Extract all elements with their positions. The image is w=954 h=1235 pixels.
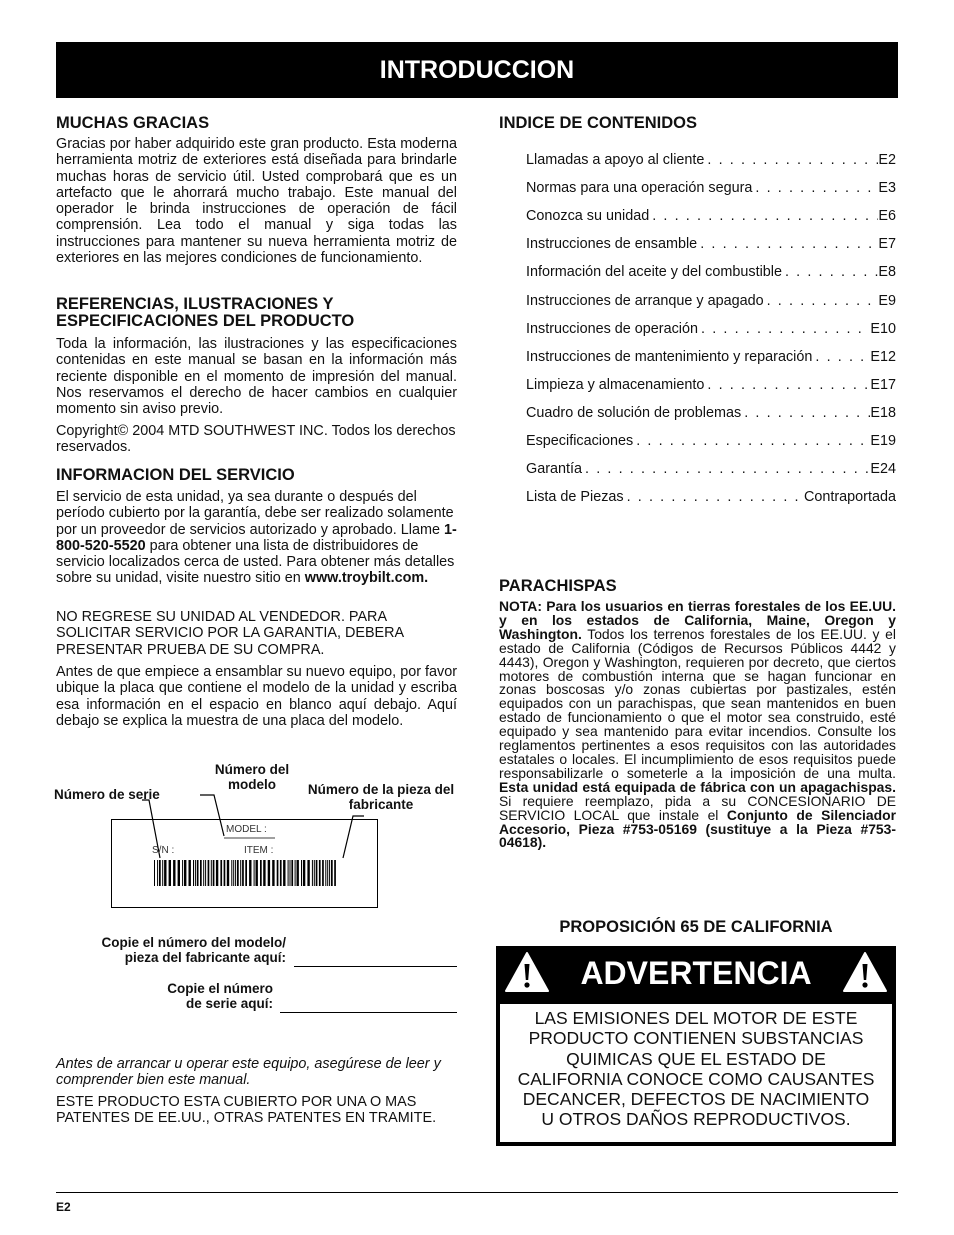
barcode-bar [288, 860, 289, 886]
toc-item [526, 399, 896, 427]
toc-title: Información del aceite y del combustible [526, 264, 782, 281]
copy-serie-line[interactable] [280, 1012, 457, 1013]
barcode-bar [164, 860, 166, 886]
toc-leader [704, 377, 870, 393]
toc-item [526, 286, 896, 314]
barcode-bar [227, 860, 229, 886]
barcode-bar [203, 860, 204, 886]
barcode-bar [211, 860, 212, 886]
barcode-bar [242, 860, 244, 886]
barcode-bar [263, 860, 265, 886]
toc-page: E24 [870, 461, 896, 478]
warning-line: CALIFORNIA CONOCE COMO CAUSANTES [517, 1068, 875, 1089]
table-of-contents [526, 146, 896, 511]
patent-note: ESTE PRODUCTO ESTA CUBIERTO POR UNA O MAS PATENTES DE EE.UU., OTRAS PATENTES EN TRAMITE. [56, 1094, 437, 1127]
barcode-bar [173, 860, 175, 886]
page-number: E2 [56, 1200, 71, 1214]
toc-page: E17 [870, 376, 896, 393]
barcode-bar [283, 860, 285, 886]
barcode-bar [268, 860, 270, 886]
toc-title: Lista de Piezas [526, 489, 624, 506]
toc-leader [782, 264, 878, 280]
toc-leader [649, 208, 878, 224]
warning-line: U OTROS DAÑOS REPRODUCTIVOS. [541, 1109, 851, 1130]
servicio-heading: INFORMACION DEL SERVICIO [56, 466, 295, 484]
warning-box [496, 946, 896, 1146]
barcode-bar [307, 860, 309, 886]
parachispas-body: NOTA: Para los usuarios en tierras forestales de los EE.UU. y en los estados de California, Maine, Oregon y Washington. Todos los terrenos forestales de los EE.UU. y el estado de California (Códigos de Recursos Públicos 4442 y 4443), Oregon y Washington, requieren por decreto, que ciertos motores de combustión interna que se hagan funcionar en zonas boscosas y/o zonas cubiertas por pastizales, estén equipados con un parachispas, que sean mantenidos en buen estado de funcionamiento o que el motor sea construido, esté equipado y sea mantenido para evitar incendios. Consulte los reglamentos pertinentes a esos requisitos con las autoridades estatales o locales. El incumplimiento de esos requisitos puede responsabilizarle o someterle a la imposición de una multa. Esta unidad está equipada de fábrica con un apagachispas. Si requiere reemplazo, pida a su CONCESIONARIO DE SERVICIO LOCAL que instale el Conjunto de Silenciador Accesorio, Pieza #753-05169 (sustituye a la Pieza #753-04618). [499, 598, 896, 851]
gracias-heading: MUCHAS GRACIAS [56, 114, 210, 132]
barcode-bar [169, 860, 171, 886]
barcode-bar [182, 860, 183, 886]
servicio-body-2: NO REGRESE SU UNIDAD AL VENDEDOR. PARA SOLICITAR SERVICIO POR LA GARANTIA, DEBERA PRESENTAR PRUEBA DE SU COMPRA. [56, 609, 404, 658]
toc-title: Instrucciones de operación [526, 320, 698, 337]
warning-line: LAS EMISIONES DEL MOTOR DE ESTE [534, 1008, 858, 1028]
toc-item [526, 146, 896, 174]
barcode-bar [189, 860, 191, 886]
barcode-bar [184, 860, 186, 886]
toc-title: Limpieza y almacenamiento [526, 376, 705, 393]
barcode-bar [178, 860, 180, 886]
toc-page: Contraportada [803, 489, 896, 506]
toc-page: E9 [878, 292, 896, 309]
barcode-bar [290, 860, 291, 886]
barcode-bar [291, 860, 293, 886]
toc-leader [697, 236, 878, 252]
barcode-bar [316, 860, 318, 886]
barcode-bar [260, 860, 262, 886]
service-phone: 1-800-520-5520 [56, 521, 457, 554]
barcode-bar [312, 860, 313, 886]
barcode-bar [216, 860, 218, 886]
toc-page: E2 [878, 152, 896, 169]
barcode-bar [213, 860, 215, 886]
barcode-bar [208, 860, 210, 886]
barcode-bar [154, 860, 155, 886]
plate-item-field: ITEM : [244, 845, 274, 856]
toc-title: Instrucciones de arranque y apagado [526, 292, 764, 309]
warning-text [500, 1004, 892, 1142]
barcode-bar [254, 860, 255, 886]
footer-rule [56, 1192, 898, 1193]
toc-page: E8 [878, 264, 896, 281]
toc-item [526, 258, 896, 286]
barcode-bar [280, 860, 282, 886]
toc-leader [624, 489, 804, 505]
toc-item [526, 202, 896, 230]
barcode-bar [314, 860, 315, 886]
barcode-bar [200, 860, 202, 886]
toc-leader [812, 349, 870, 365]
toc-title: Instrucciones de mantenimiento y reparación [526, 348, 813, 365]
label-numero-serie: Número de serie [54, 787, 160, 802]
servicio-body-1: El servicio de esta unidad, ya sea durante o después del período cubierto por la garantía, debe ser realizado solamente por un proveedor de servicios autorizado y aprobado. Llame 1-800-520-5520 para obtener una lista de distribuidores de servicio localizados cerca de usted. Para obtener más detalles sobre su unidad, visite nuestro sitio en www.troybilt.com. [56, 489, 457, 587]
toc-title: Instrucciones de ensamble [526, 236, 698, 253]
barcode-bar [159, 860, 161, 886]
toc-leader [704, 152, 878, 168]
barcode-bar [157, 860, 158, 886]
barcode-bar [245, 860, 247, 886]
read-manual-note: Antes de arrancar u operar este equipo, asegúrese de leer y comprender bien este manual. [56, 1056, 441, 1089]
barcode-bar [319, 860, 321, 886]
barcode-bar [231, 860, 232, 886]
barcode-bar [334, 860, 336, 886]
barcode-bar [329, 860, 330, 886]
referencias-heading: REFERENCIAS, ILUSTRACIONES Y ESPECIFICACIONES DEL PRODUCTO [56, 295, 355, 330]
toc-item [526, 371, 896, 399]
copy-modelo-line[interactable] [294, 966, 457, 967]
toc-title: Llamadas a apoyo al cliente [526, 152, 705, 169]
label-numero-modelo: Número del modelo [214, 762, 290, 792]
barcode-bar [195, 860, 196, 886]
toc-page: E6 [878, 208, 896, 225]
barcode-bar [162, 860, 163, 886]
toc-leader [582, 461, 870, 477]
barcode-bar [233, 860, 234, 886]
toc-page: E12 [870, 348, 896, 365]
barcode-bar [249, 860, 251, 886]
toc-leader [764, 293, 879, 309]
warning-line: PRODUCTO CONTIENEN SUBSTANCIAS [528, 1028, 864, 1049]
toc-page: E3 [878, 180, 896, 197]
barcode-bar [301, 860, 302, 886]
copyright-text: Copyright© 2004 MTD SOUTHWEST INC. Todos los derechos reservados. [56, 423, 456, 456]
toc-page: E19 [870, 432, 896, 449]
warning-line: QUIMICAS QUE EL ESTADO DE [566, 1048, 826, 1069]
referencias-body: Toda la información, las ilustraciones y las especificaciones contenidas en este manual se basan en la información más reciente disponible en el momento de impresión del manual. Nos reservamos el derecho de hacer cambios en cualquier momento sin aviso previo. [56, 336, 457, 418]
toc-title: Normas para una operación segura [526, 180, 753, 197]
label-numero-pieza: Número de la pieza del fabricante [307, 782, 455, 812]
toc-item [526, 427, 896, 455]
toc-title: Especificaciones [526, 432, 634, 449]
toc-page: E18 [870, 404, 896, 421]
barcode-bar [235, 860, 236, 886]
toc-leader [752, 180, 878, 196]
barcode-bar [322, 860, 324, 886]
toc-item [526, 343, 896, 371]
copy-modelo-label: Copie el número del modelo/ pieza del fabricante aquí: [101, 935, 286, 965]
warning-title: ADVERTENCIA [580, 954, 812, 991]
barcode-bar [220, 860, 222, 886]
barcode-bar [295, 860, 296, 886]
toc-title: Conozca su unidad [526, 208, 650, 225]
toc-item [526, 483, 896, 511]
plate-sn-field: S/N : [152, 845, 175, 856]
toc-title: Cuadro de solución de problemas [526, 404, 742, 421]
barcode-bar [240, 860, 241, 886]
toc-item [526, 174, 896, 202]
barcode-bar [297, 860, 299, 886]
service-website: www.troybilt.com. [304, 570, 429, 587]
toc-leader [698, 321, 870, 337]
toc-item [526, 455, 896, 483]
prop65-heading: PROPOSICIÓN 65 DE CALIFORNIA [559, 918, 833, 936]
toc-leader [633, 433, 870, 449]
barcode-bar [325, 860, 326, 886]
barcode-bar [327, 860, 328, 886]
toc-page: E7 [878, 236, 896, 253]
barcode-bar [197, 860, 199, 886]
barcode-bar [303, 860, 305, 886]
toc-title: Garantía [526, 461, 582, 478]
warning-triangle-icon [842, 950, 888, 994]
barcode-bar [237, 860, 239, 886]
page-title: INTRODUCCION [379, 55, 575, 84]
servicio-body-3: Antes de que empiece a ensamblar su nuevo equipo, por favor ubique la placa que contiene el modelo de la unidad y escriba esa información en el espacio en blanco aquí debajo. Aquí debajo se explica la muestra de una placa del modelo. [56, 664, 457, 729]
barcode-bar [224, 860, 226, 886]
plate-model-field: MODEL : [226, 824, 267, 835]
toc-item [526, 230, 896, 258]
warning-line: DECANCER, DEFECTOS DE NACIMIENTO [522, 1089, 870, 1110]
barcode-bar [256, 860, 258, 886]
barcode-bar [277, 860, 279, 886]
barcode-bar [205, 860, 206, 886]
toc-item [526, 315, 896, 343]
toc-page: E10 [870, 320, 896, 337]
toc-leader [741, 405, 870, 421]
copy-serie-label: Copie el número de serie aquí: [167, 981, 273, 1011]
gracias-body: Gracias por haber adquirido este gran producto. Esta moderna herramienta motriz de exteriores está diseñada para brindarle muchas horas de servicio útil. Usted comprobará que es un artefacto que le ahorrará mucho trabajo. Este manual del operador le brinda instrucciones de operación de fácil comprensión. Lea todo el manual y siga todas las instrucciones para mantener su nueva herramienta motriz de exteriores en las mejores condiciones de funcionamiento. [56, 136, 457, 267]
barcode-bar [331, 860, 333, 886]
barcode-bar [272, 860, 274, 886]
parachispas-heading: PARACHISPAS [499, 577, 617, 595]
indice-heading: INDICE DE CONTENIDOS [499, 114, 698, 132]
barcode-bar [193, 860, 194, 886]
